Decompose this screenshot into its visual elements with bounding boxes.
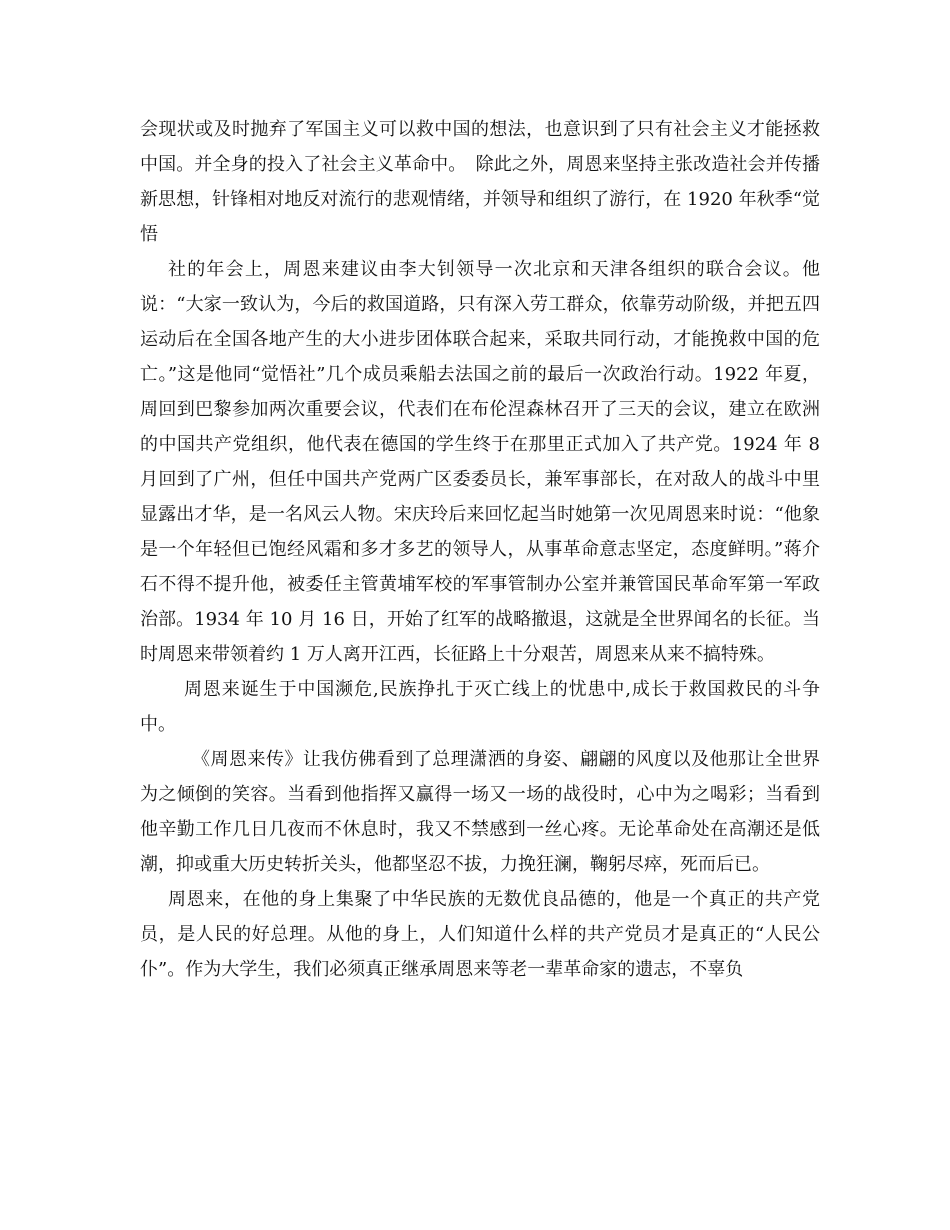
paragraph-3: 周恩来诞生于中国濒危,民族挣扎于灭亡线上的忧患中,成长于救国救民的斗争中。 xyxy=(140,679,820,735)
document-body xyxy=(140,112,820,987)
paragraph-1: 会现状或及时抛弃了军国主义可以救中国的想法，也意识到了只有社会主义才能拯救中国。并全身的投入了社会主义革命中。 除此之外，周恩来坚持主张改造社会并传播新思想，针锋相对地反对流行的悲观情绪，并领导和组织了游行，在 1920 年秋季“觉悟 xyxy=(140,119,820,245)
paragraph-2: 社的年会上，周恩来建议由李大钊领导一次北京和天津各组织的联合会议。他说：“大家一致认为，今后的救国道路，只有深入劳工群众，依靠劳动阶级，并把五四运动后在全国各地产生的大小进步团体联合起来，采取共同行动，才能挽救中国的危亡。”这是他同“觉悟社”几个成员乘船去法国之前的最后一次政治行动。1922 年夏，周回到巴黎参加两次重要会议，代表们在布伦涅森林召开了三天的会议，建立在欧洲的中国共产党组织，他代表在德国的学生终于在那里正式加入了共产党。1924 年 8 月回到了广州，但任中国共产党两广区委委员长，兼军事部长，在对敌人的战斗中里显露出才华，是一名风云人物。宋庆玲后来回忆起当时她第一次见周恩来时说：“他象是一个年轻但已饱经风霜和多才多艺的领导人，从事革命意志坚定，态度鲜明。”蒋介石不得不提升他，被委任主管黄埔军校的军事管制办公室并兼管国民革命军第一军政治部。1934 年 10 月 16 日，开始了红军的战略撤退，这就是全世界闻名的长征。当时周恩来带领着约 1 万人离开江西，长征路上十分艰苦，周恩来从来不搞特殊。 xyxy=(140,259,820,665)
paragraph-4: 《周恩来传》让我仿佛看到了总理潇洒的身姿、翩翩的风度以及他那让全世界为之倾倒的笑容。当看到他指挥又赢得一场又一场的战役时，心中为之喝彩；当看到他辛勤工作几日几夜而不休息时，我又不禁感到一丝心疼。无论革命处在高潮还是低潮，抑或重大历史转折关头，他都坚忍不拔，力挽狂澜，鞠躬尽瘁，死而后已。 xyxy=(140,749,820,875)
paragraph-5: 周恩来，在他的身上集聚了中华民族的无数优良品德的，他是一个真正的共产党员，是人民的好总理。从他的身上，人们知道什么样的共产党员才是真正的“人民公仆”。作为大学生，我们必须真正继承周恩来等老一辈革命家的遗志，不辜负 xyxy=(140,889,820,980)
